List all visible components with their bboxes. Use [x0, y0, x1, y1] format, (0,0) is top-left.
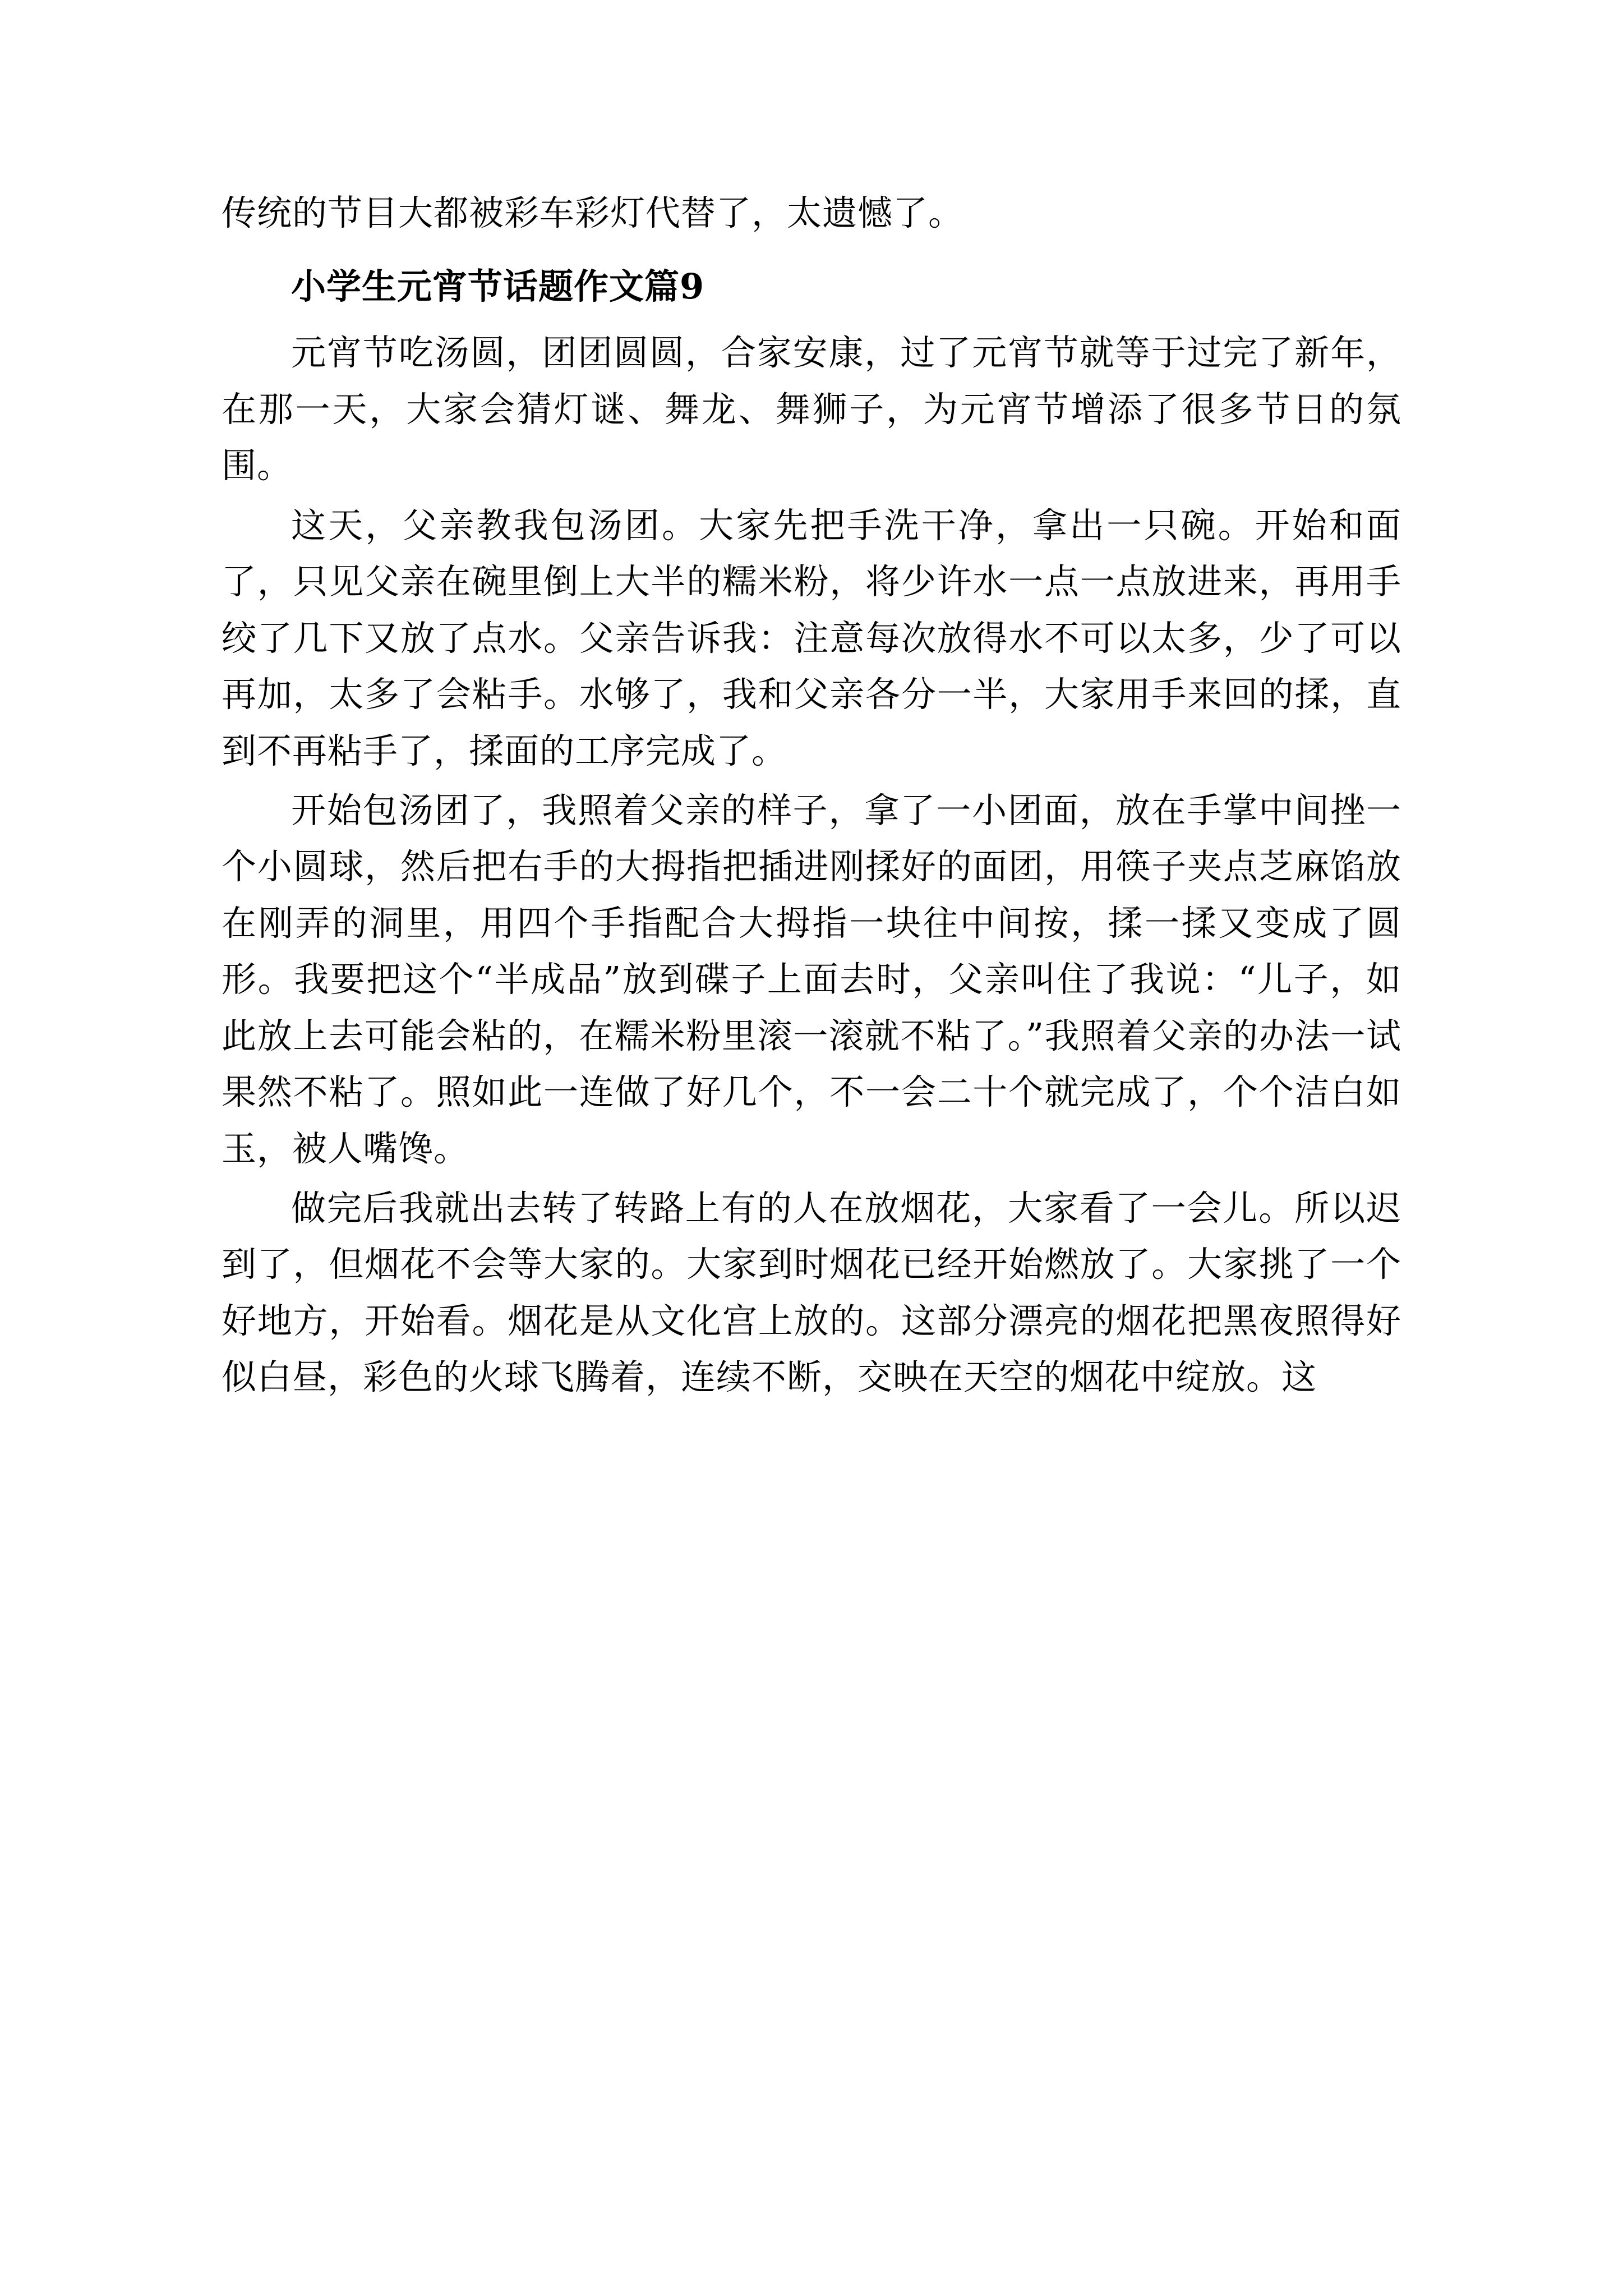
document-body — [222, 185, 1401, 1406]
paragraph-1: 元宵节吃汤圆，团团圆圆，合家安康，过了元宵节就等于过完了新年，在那一天，大家会猜灯谜、舞龙、舞狮子，为元宵节增添了很多节日的氛围。 — [222, 332, 1401, 486]
paragraph-3: 开始包汤团了，我照着父亲的样子，拿了一小团面，放在手掌中间挫一个小圆球，然后把右手的大拇指把插进刚揉好的面团，用筷子夹点芝麻馅放在刚弄的洞里，用四个手指配合大拇指一块往中间按，揉一揉又变成了圆形。我要把这个“半成品”放到碟子上面去时，父亲叫住了我说：“儿子，如此放上去可能会粘的，在糯米粉里滚一滚就不粘了。”我照着父亲的办法一试果然不粘了。照如此一连做了好几个，不一会二十个就完成了，个个洁白如玉，被人嘴馋。 — [222, 789, 1401, 1169]
paragraph-4: 做完后我就出去转了转路上有的人在放烟花，大家看了一会儿。所以迟到了，但烟花不会等大家的。大家到时烟花已经开始燃放了。大家挑了一个好地方，开始看。烟花是从文化宫上放的。这部分漂亮的烟花把黑夜照得好似白昼，彩色的火球飞腾着，连续不断，交映在天空的烟花中绽放。这 — [222, 1188, 1401, 1398]
paragraph-2: 这天，父亲教我包汤团。大家先把手洗干净，拿出一只碗。开始和面了，只见父亲在碗里倒上大半的糯米粉，将少许水一点一点放进来，再用手绞了几下又放了点水。父亲告诉我：注意每次放得水不可以太多，少了可以再加，太多了会粘手。水够了，我和父亲各分一半，大家用手来回的揉，直到不再粘手了，揉面的工序完成了。 — [222, 504, 1401, 771]
paragraph-continued: 传统的节目大都被彩车彩灯代替了，太遗憾了。 — [222, 192, 964, 233]
section-heading: 小学生元宵节话题作文篇9 — [291, 266, 705, 307]
